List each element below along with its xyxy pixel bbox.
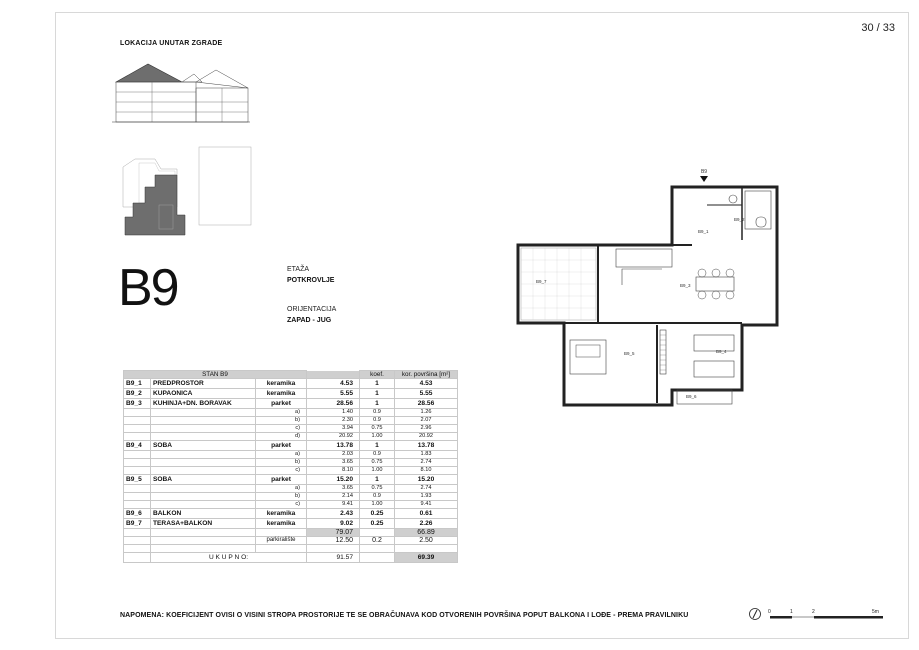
room-tag-b9-2: B9_2 (734, 217, 745, 222)
floor-type: keramika (256, 519, 307, 529)
sub-net-area: 2.74 (395, 459, 458, 467)
room-area: 28.56 (307, 399, 360, 409)
floor-type: parket (256, 441, 307, 451)
table-row (124, 379, 458, 389)
room-koef: 1 (360, 475, 395, 485)
room-tag-b9-3: B9_3 (680, 283, 691, 288)
sub-net-area: 1.93 (395, 493, 458, 501)
room-name: TERASA+BALKON (151, 519, 256, 529)
empty-cell (151, 501, 256, 509)
sub-label: a) (256, 485, 307, 493)
room-name: SOBA (151, 475, 256, 485)
sub-label: c) (256, 425, 307, 433)
table-row (124, 399, 458, 409)
sub-label: c) (256, 501, 307, 509)
sub-label: b) (256, 459, 307, 467)
table-subrow (124, 417, 458, 425)
room-tag-b9-1: B9_1 (698, 229, 709, 234)
room-koef: 1 (360, 389, 395, 399)
floor-label: ETAŽA (287, 266, 310, 273)
sub-label: d) (256, 433, 307, 441)
empty-cell (124, 501, 151, 509)
floor-value: POTKROVLJE (287, 277, 335, 284)
area-header: kor. površina [m²] (395, 371, 458, 379)
total-net-area: 69.39 (395, 553, 458, 563)
note-text: NAPOMENA: KOEFICIJENT OVISI O VISINI STROPA PROSTORIJE TE SE OBRAČUNAVA KOD OTVORENIH POVRŠINA POPUT BALKONA I LOĐE - PREMA PRAVILNIKU (120, 612, 689, 619)
room-koef: 0.25 (360, 519, 395, 529)
room-tag-b9-6: B9_6 (686, 394, 697, 399)
sub-area: 9.41 (307, 501, 360, 509)
building-elevation-diagram (112, 58, 252, 128)
empty-cell (151, 409, 256, 417)
room-area: 9.02 (307, 519, 360, 529)
sub-koef: 1.00 (360, 467, 395, 475)
scale-tick-5m: 5m (872, 609, 879, 615)
sub-area: 20.92 (307, 433, 360, 441)
room-area: 15.20 (307, 475, 360, 485)
room-koef: 1 (360, 379, 395, 389)
scale-tick-2: 2 (812, 609, 815, 615)
floor-info (287, 266, 334, 284)
sub-koef: 0.9 (360, 493, 395, 501)
sub-koef: 0.75 (360, 425, 395, 433)
empty-cell (124, 485, 151, 493)
room-id: B9_2 (124, 389, 151, 399)
sub-koef: 0.75 (360, 459, 395, 467)
spacer-row (124, 545, 458, 553)
sub-area: 2.14 (307, 493, 360, 501)
room-koef: 0.25 (360, 509, 395, 519)
empty-cell (360, 545, 395, 553)
floor-location-diagram (115, 145, 255, 250)
empty-cell (151, 467, 256, 475)
location-title: LOKACIJA UNUTAR ZGRADE (120, 40, 223, 47)
empty-cell (151, 451, 256, 459)
entry-arrow-icon (700, 176, 708, 182)
empty-cell (151, 425, 256, 433)
empty-cell (124, 553, 151, 563)
subtotal-area: 79.07 (307, 529, 360, 537)
sub-label: b) (256, 493, 307, 501)
empty-cell (151, 485, 256, 493)
room-net-area: 2.26 (395, 519, 458, 529)
floor-type: parket (256, 399, 307, 409)
room-id: B9_7 (124, 519, 151, 529)
room-net-area: 28.56 (395, 399, 458, 409)
empty-cell (360, 553, 395, 563)
table-subrow (124, 485, 458, 493)
table-row (124, 441, 458, 451)
parking-label: parkiralište (256, 537, 307, 545)
room-name: BALKON (151, 509, 256, 519)
room-id: B9_4 (124, 441, 151, 451)
sub-koef: 1.00 (360, 501, 395, 509)
room-name: KUHINJA+DN. BORAVAK (151, 399, 256, 409)
table-title: STAN B9 (124, 371, 307, 379)
page-number: 30 / 33 (861, 22, 895, 34)
sub-area: 3.65 (307, 485, 360, 493)
total-label: U K U P N O: (151, 553, 307, 563)
room-id: B9_3 (124, 399, 151, 409)
sub-net-area: 9.41 (395, 501, 458, 509)
unit-code: B9 (118, 259, 178, 317)
empty-cell (151, 459, 256, 467)
table-subrow (124, 501, 458, 509)
sub-net-area: 2.07 (395, 417, 458, 425)
sub-area: 3.65 (307, 459, 360, 467)
empty-cell (124, 529, 151, 537)
sub-label: b) (256, 417, 307, 425)
sub-label: c) (256, 467, 307, 475)
sub-net-area: 20.92 (395, 433, 458, 441)
floor-type: keramika (256, 389, 307, 399)
empty-cell (124, 409, 151, 417)
room-tag-b9-5: B9_5 (624, 351, 635, 356)
table-row (124, 389, 458, 399)
room-name: SOBA (151, 441, 256, 451)
empty-cell (124, 459, 151, 467)
parking-net-area: 2.50 (395, 537, 458, 545)
empty-cell (124, 467, 151, 475)
sub-area: 1.40 (307, 409, 360, 417)
room-id: B9_6 (124, 509, 151, 519)
room-name: KUPAONICA (151, 389, 256, 399)
total-row (124, 553, 458, 563)
subtotal-net-area: 66.89 (395, 529, 458, 537)
entry-label: B9 (700, 169, 708, 175)
empty-cell (124, 545, 151, 553)
room-area: 4.53 (307, 379, 360, 389)
parking-koef: 0.2 (360, 537, 395, 545)
empty-cell (151, 433, 256, 441)
north-arrow-needle (753, 610, 757, 618)
room-net-area: 4.53 (395, 379, 458, 389)
sub-net-area: 1.26 (395, 409, 458, 417)
sub-koef: 0.9 (360, 409, 395, 417)
room-net-area: 13.78 (395, 441, 458, 451)
orientation-label: ORIJENTACIJA (287, 306, 337, 313)
orientation-value: ZAPAD - JUG (287, 317, 332, 324)
room-net-area: 5.55 (395, 389, 458, 399)
floor-type: parket (256, 475, 307, 485)
empty-cell (151, 529, 256, 537)
empty-cell (151, 493, 256, 501)
empty-cell (151, 537, 256, 545)
empty-cell (256, 529, 307, 537)
room-id: B9_1 (124, 379, 151, 389)
sub-koef: 0.75 (360, 485, 395, 493)
sub-area: 2.30 (307, 417, 360, 425)
empty-cell (124, 433, 151, 441)
table-subrow (124, 433, 458, 441)
total-area: 91.57 (307, 553, 360, 563)
empty-cell (124, 537, 151, 545)
scale-tick-1: 1 (790, 609, 793, 615)
floor-type: keramika (256, 509, 307, 519)
room-id: B9_5 (124, 475, 151, 485)
parking-area: 12.50 (307, 537, 360, 545)
room-tag-b9-7: B9_7 (536, 279, 547, 284)
table-subrow (124, 459, 458, 467)
sub-area: 8.10 (307, 467, 360, 475)
sub-net-area: 2.74 (395, 485, 458, 493)
orientation-info (287, 306, 336, 324)
scale-bar (748, 604, 888, 624)
sub-label: a) (256, 451, 307, 459)
room-koef: 1 (360, 399, 395, 409)
scale-tick-0: 0 (768, 609, 771, 615)
table-subrow (124, 467, 458, 475)
empty-cell (307, 545, 360, 553)
sub-net-area: 2.96 (395, 425, 458, 433)
parking-row (124, 537, 458, 545)
empty-cell (360, 529, 395, 537)
table-subrow (124, 425, 458, 433)
empty-cell (124, 417, 151, 425)
room-area: 5.55 (307, 389, 360, 399)
floor-plan (512, 165, 794, 410)
room-net-area: 0.61 (395, 509, 458, 519)
empty-cell (124, 425, 151, 433)
subtotal-row (124, 529, 458, 537)
area-table (123, 370, 458, 563)
room-net-area: 15.20 (395, 475, 458, 485)
room-name: PREDPROSTOR (151, 379, 256, 389)
table-row (124, 475, 458, 485)
table-row (124, 509, 458, 519)
koef-header: koef. (360, 371, 395, 379)
sub-area: 2.03 (307, 451, 360, 459)
room-koef: 1 (360, 441, 395, 451)
sub-label: a) (256, 409, 307, 417)
empty-cell (124, 451, 151, 459)
table-subrow (124, 493, 458, 501)
table-row (124, 519, 458, 529)
sub-net-area: 8.10 (395, 467, 458, 475)
empty-cell (124, 493, 151, 501)
sub-koef: 1.00 (360, 433, 395, 441)
sub-net-area: 1.83 (395, 451, 458, 459)
room-area: 2.43 (307, 509, 360, 519)
table-subrow (124, 409, 458, 417)
empty-cell (151, 417, 256, 425)
room-tag-b9-4: B9_4 (716, 349, 727, 354)
sub-koef: 0.9 (360, 417, 395, 425)
table-subrow (124, 451, 458, 459)
room-area: 13.78 (307, 441, 360, 451)
empty-cell (151, 545, 256, 553)
sub-koef: 0.9 (360, 451, 395, 459)
sub-area: 3.94 (307, 425, 360, 433)
floor-type: keramika (256, 379, 307, 389)
empty-cell (256, 545, 307, 553)
empty-cell (395, 545, 458, 553)
